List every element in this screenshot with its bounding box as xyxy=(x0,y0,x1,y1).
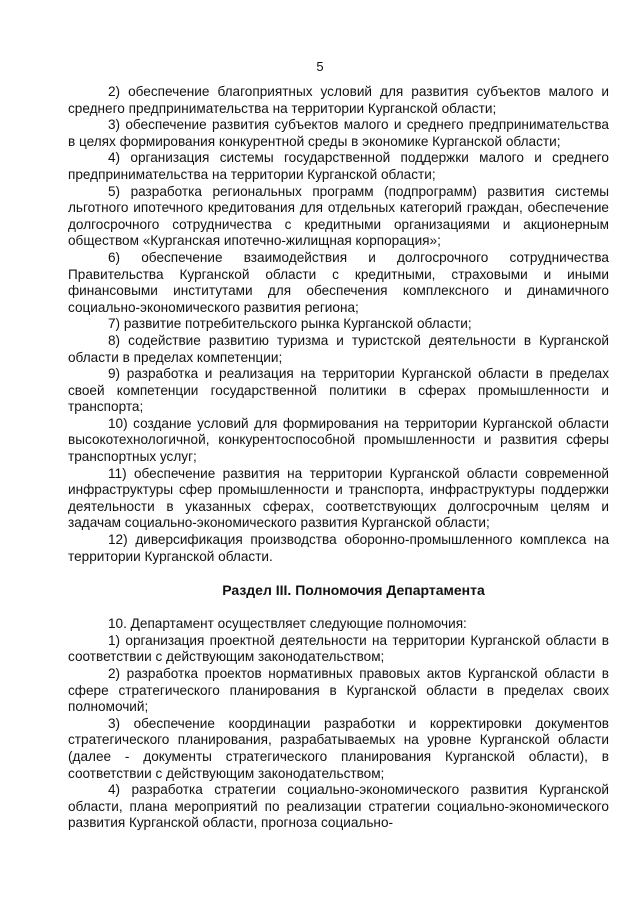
clause-10-intro: 10. Департамент осуществляет следующие полномочия: xyxy=(108,616,467,632)
paragraph-item-12: 12) диверсификация производства оборонно-промышленного комплекса на территории Курганской области. xyxy=(68,532,609,564)
paragraph-item-9: 9) разработка и реализация на территории Курганской области в пределах своей компетенции государственной политики в сферах промышленности и транспорта; xyxy=(68,366,609,415)
authority-item-3: 3) обеспечение координации разработки и корректировки документов стратегического планирования, разрабатываемых на уровне Курганской области (далее - документы стратегического планирования Курганской области), в соответствии с действующим законодательством; xyxy=(68,715,609,781)
section-spacer xyxy=(68,565,609,582)
section-title: Раздел III. Полномочия Департамента xyxy=(222,582,485,599)
paragraph-item-2: 2) обеспечение благоприятных условий для развития субъектов малого и среднего предпринимательства на территории Курганской области; xyxy=(68,84,609,116)
paragraph-item-6: 6) обеспечение взаимодействия и долгосрочного сотрудничества Правительства Курганской области с кредитными, страховыми и иными финансовыми институтами для обеспечения комплексного и динамичного социально-экономического развития региона; xyxy=(68,249,609,315)
authority-item-2: 2) разработка проектов нормативных правовых актов Курганской области в сфере стратегического планирования в Курганской области в пределах своих полномочий; xyxy=(68,666,609,715)
document-body xyxy=(68,84,609,832)
authority-item-4: 4) разработка стратегии социально-экономического развития Курганской области, плана мероприятий по реализации стратегии социально-экономического развития Курганской области, прогноза социально- xyxy=(68,782,609,831)
paragraph-item-4: 4) организация системы государственной поддержки малого и среднего предпринимательства на территории Курганской области; xyxy=(68,150,609,182)
authority-item-1: 1) организация проектной деятельности на территории Курганской области в соответствии с действующим законодательством; xyxy=(68,632,609,665)
section-spacer xyxy=(68,599,609,616)
page-number: 5 xyxy=(316,59,324,74)
paragraph-item-8: 8) содействие развитию туризма и туристской деятельности в Курганской области в пределах компетенции; xyxy=(68,332,609,365)
paragraph-item-10: 10) создание условий для формирования на территории Курганской области высокотехнологичной, конкурентоспособной промышленности и развития сферы транспортных услуг; xyxy=(68,415,609,465)
paragraph-item-5: 5) разработка региональных программ (подпрограмм) развития системы льготного ипотечного кредитования для отдельных категорий граждан, обеспечение долгосрочного сотрудничества с кредитными организациями и акционерным обществом «Курганская ипотечно-жилищная корпорация»; xyxy=(68,183,609,249)
paragraph-item-7: 7) развитие потребительского рынка Курганской области; xyxy=(108,316,472,332)
paragraph-item-3: 3) обеспечение развития субъектов малого и среднего предпринимательства в целях формирования конкурентной среды в экономике Курганской области; xyxy=(68,117,609,149)
paragraph-item-11: 11) обеспечение развития на территории Курганской области современной инфраструктуры сфер промышленности и транспорта, инфраструктуры поддержки деятельности в указанных сферах, соответствующих долгосрочным целям и задачам социально-экономического развития Курганской области; xyxy=(68,465,609,531)
